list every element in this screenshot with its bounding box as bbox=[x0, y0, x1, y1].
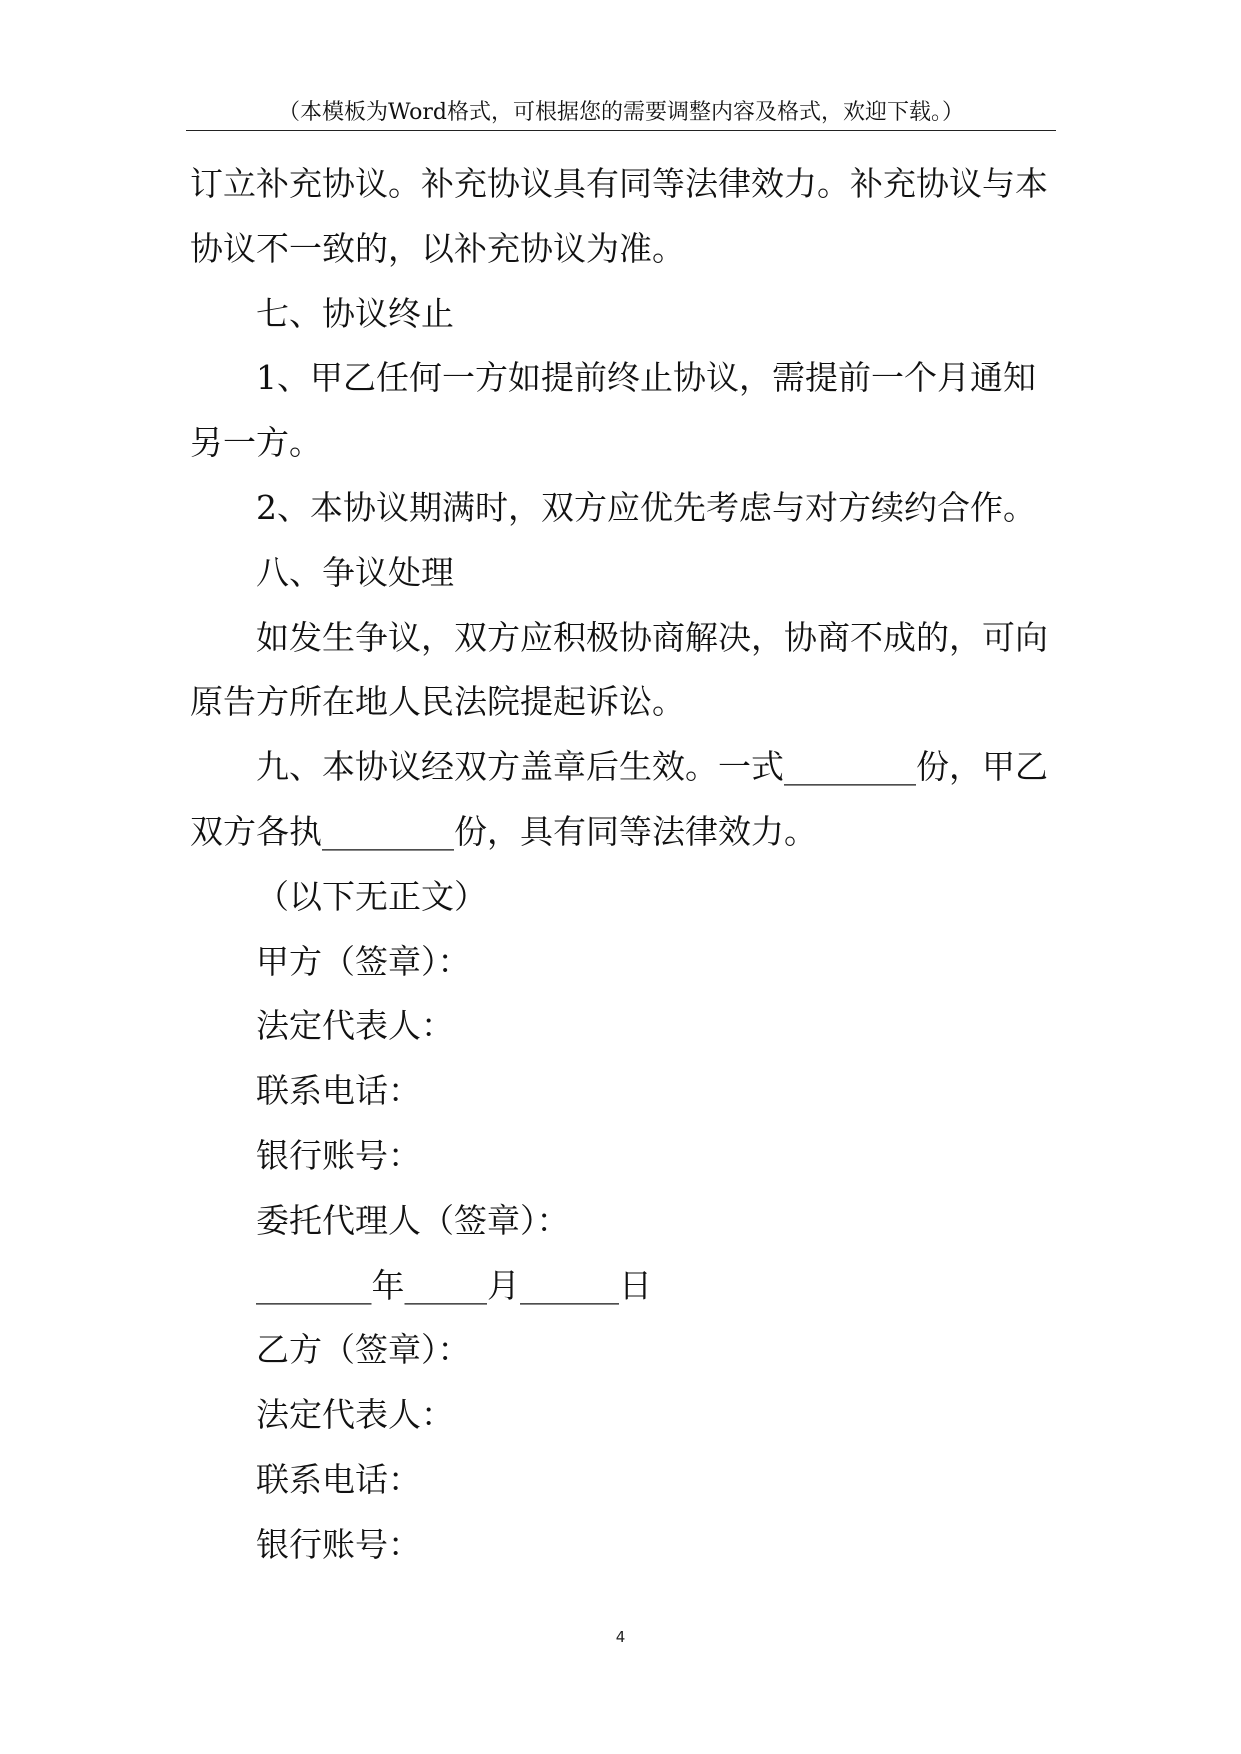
text-line: 另一方。 bbox=[190, 423, 322, 463]
party-b-seal-label: 乙方（签章）： bbox=[256, 1330, 471, 1370]
party-b-bank-account-label: 银行账号： bbox=[256, 1524, 421, 1564]
party-a-seal-label: 甲方（签章）： bbox=[256, 941, 471, 981]
document-body bbox=[190, 152, 1056, 1578]
paragraph-supplementary-agreement bbox=[190, 152, 1056, 282]
text-line: 双方各执________份，具有同等法律效力。 bbox=[190, 811, 817, 851]
text-line: 原告方所在地人民法院提起诉讼。 bbox=[190, 682, 685, 722]
template-notice-header: （本模板为Word格式，可根据您的需要调整内容及格式，欢迎下载。） bbox=[278, 100, 964, 125]
header-divider bbox=[186, 130, 1056, 131]
party-a-agent-label: 委托代理人（签章）： bbox=[256, 1200, 570, 1240]
paragraph-effectiveness bbox=[190, 735, 1056, 865]
party-b-phone-label: 联系电话： bbox=[256, 1459, 421, 1499]
party-a-bank-account-label: 银行账号： bbox=[256, 1135, 421, 1175]
text-line: 订立补充协议。补充协议具有同等法律效力。补充协议与本 bbox=[190, 164, 1048, 203]
text-line: 如发生争议，双方应积极协商解决，协商不成的，可向 bbox=[256, 617, 1048, 657]
party-a-phone-label: 联系电话： bbox=[256, 1071, 421, 1111]
paragraph-termination-item-2: 2、本协议期满时，双方应优先考虑与对方续约合作。 bbox=[256, 487, 1036, 527]
section-heading-termination: 七、协议终止 bbox=[256, 293, 454, 333]
page-number: 4 bbox=[615, 1628, 626, 1646]
text-line: 协议不一致的，以补充协议为准。 bbox=[190, 228, 685, 268]
paragraph-dispute bbox=[190, 606, 1056, 736]
party-b-legal-rep-label: 法定代表人： bbox=[256, 1395, 454, 1435]
section-heading-dispute: 八、争议处理 bbox=[256, 552, 454, 592]
no-text-below-note: （以下无正文） bbox=[256, 876, 487, 916]
party-a-date-line: _______年_____月______日 bbox=[256, 1265, 652, 1305]
text-line: 九、本协议经双方盖章后生效。一式________份，甲乙 bbox=[256, 747, 1048, 787]
paragraph-termination-item-1 bbox=[190, 346, 1056, 476]
text-line: 1、甲乙任何一方如提前终止协议，需提前一个月通知 bbox=[256, 358, 1036, 398]
party-a-legal-rep-label: 法定代表人： bbox=[256, 1006, 454, 1046]
